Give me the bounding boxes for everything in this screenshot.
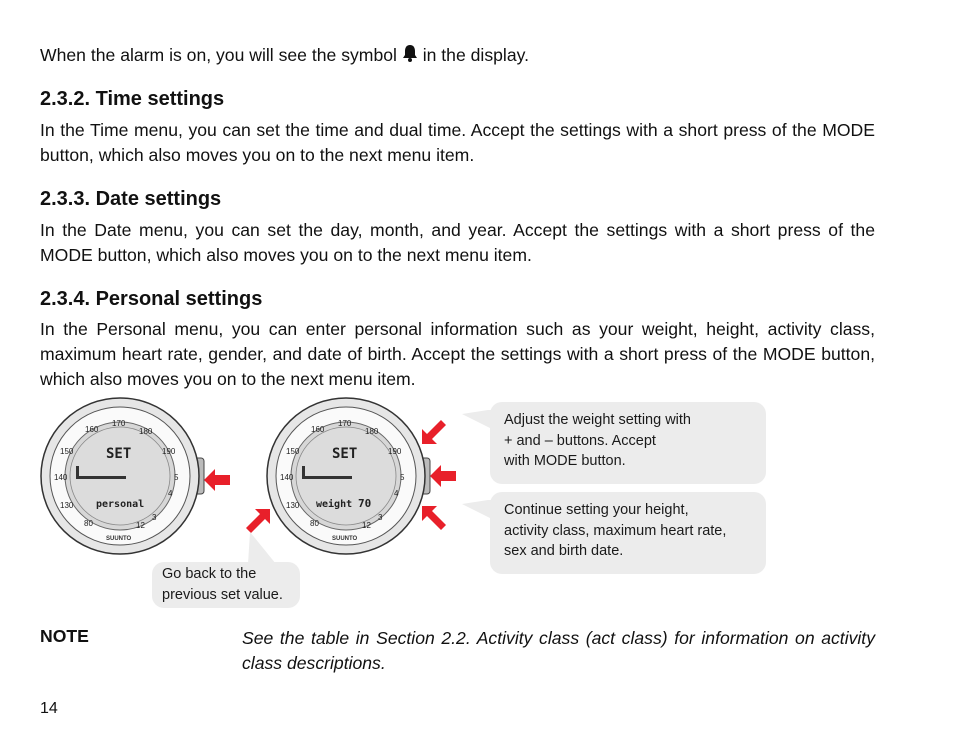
bezel-number: 3	[152, 513, 157, 522]
watch-weight-illustration	[266, 396, 434, 556]
bezel-number: 160	[85, 425, 99, 434]
bezel-number: 4	[394, 489, 399, 498]
section-body-personal: In the Personal menu, you can enter personal information such as your weight, height, activity class, maximum heart rate, gender, and date of birth. Accept the settings with a short press of the MODE button, which also moves you on to the next menu item.	[40, 319, 875, 389]
bezel-number: 140	[54, 473, 68, 482]
arrow-left-icon	[430, 465, 456, 487]
callout-back-line: previous set value.	[162, 586, 283, 603]
bezel-number: 80	[84, 519, 93, 528]
bezel-number: 12	[362, 521, 371, 530]
bezel-number: 130	[286, 501, 300, 510]
bezel-number: 190	[162, 447, 176, 456]
callout-tail	[248, 532, 278, 566]
arrow-left-icon	[204, 469, 230, 491]
bezel-number: 140	[280, 473, 294, 482]
watch-display-line2: personal	[96, 499, 145, 510]
callout-continue-line: sex and birth date.	[504, 543, 624, 559]
intro-text-before: When the alarm is on, you will see the symbol	[40, 45, 397, 65]
bezel-number: 150	[286, 447, 300, 456]
section-heading-date: 2.3.3. Date settings	[40, 188, 222, 210]
callout-weight	[490, 402, 766, 484]
callout-weight-line: + and – buttons. Accept	[504, 432, 656, 449]
note-label: NOTE	[40, 626, 89, 646]
bezel-number: 3	[378, 513, 383, 522]
bezel-number: 150	[60, 447, 74, 456]
bezel-number: 180	[139, 427, 153, 436]
bezel-number: 12	[136, 521, 145, 530]
bezel-number: 5	[400, 473, 405, 482]
bezel-number: 160	[311, 425, 325, 434]
watch-weight	[266, 396, 434, 561]
page-number: 14	[40, 700, 58, 717]
bezel-number: 170	[112, 419, 126, 428]
note-text: See the table in Section 2.2. Activity class (act class) for information on activity class descriptions.	[242, 628, 875, 673]
section-heading-time: 2.3.2. Time settings	[40, 88, 225, 110]
callout-weight-line: Adjust the weight setting with	[504, 412, 691, 428]
callout-continue-line: activity class, maximum heart rate,	[504, 522, 727, 539]
watch-display-line1: SET	[332, 446, 358, 462]
section-heading-personal: 2.3.4. Personal settings	[40, 288, 263, 310]
arrow-down-left-icon	[422, 418, 448, 444]
section-body-time: In the Time menu, you can set the time and dual time. Accept the settings with a short press of the MODE button, which also moves you on to the next menu item.	[40, 120, 875, 165]
callout-continue-line: Continue setting your height,	[504, 502, 689, 518]
callout-continue	[490, 492, 766, 574]
watch-personal-illustration	[40, 396, 208, 556]
bezel-number: 190	[388, 447, 402, 456]
watch-brand: SUUNTO	[332, 536, 358, 542]
section-body-date: In the Date menu, you can set the day, month, and year. Accept the settings with a short press of the MODE button, which also moves you on to the next menu item.	[40, 220, 875, 265]
callout-back-line: Go back to the	[162, 566, 257, 582]
bezel-number: 180	[365, 427, 379, 436]
intro-line	[40, 44, 529, 68]
bell-icon	[402, 44, 418, 68]
arrow-up-left-icon	[422, 506, 448, 532]
callout-back	[152, 562, 300, 608]
bezel-number: 4	[168, 489, 173, 498]
bezel-number: 5	[174, 473, 179, 482]
watch-display-line2: weight	[316, 499, 353, 510]
callout-weight-line: with MODE button.	[504, 453, 626, 469]
watch-brand: SUUNTO	[106, 536, 132, 542]
bezel-number: 170	[338, 419, 352, 428]
watch-display-line1: SET	[106, 446, 132, 462]
watch-display-value: 70	[358, 497, 372, 510]
watch-personal	[40, 396, 208, 561]
intro-text-after: in the display.	[422, 45, 529, 65]
bezel-number: 80	[310, 519, 319, 528]
bezel-number: 130	[60, 501, 74, 510]
